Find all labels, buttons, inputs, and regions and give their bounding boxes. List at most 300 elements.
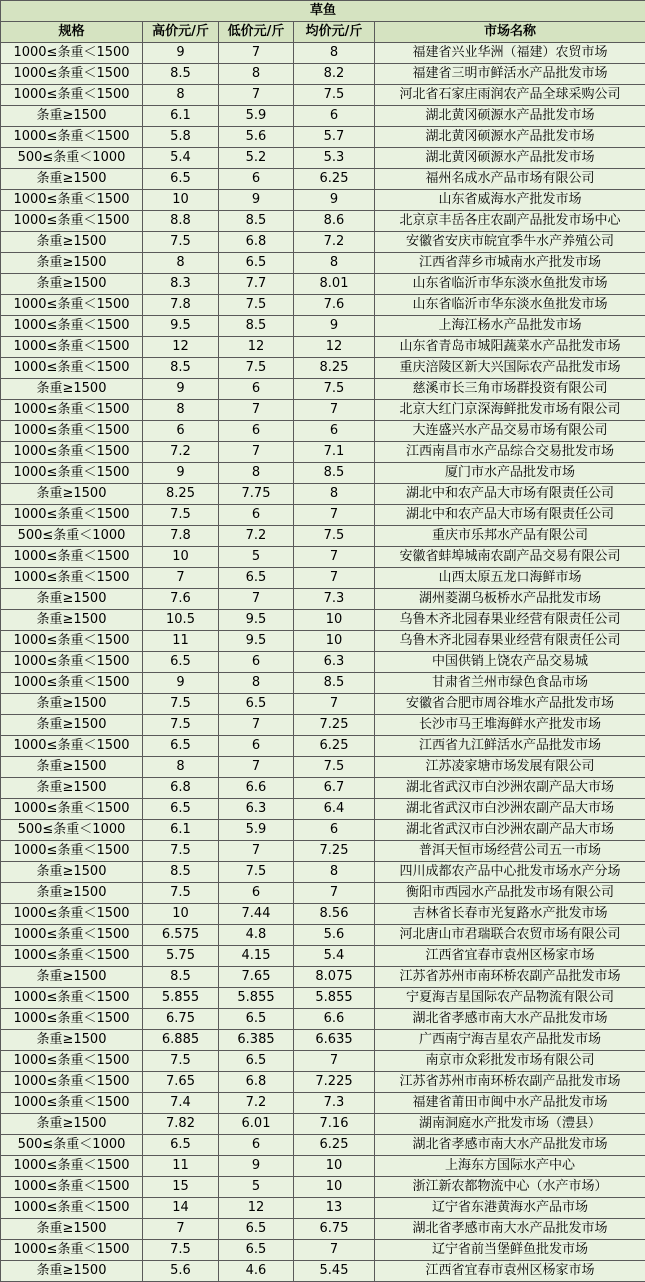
table-row [1, 1177, 645, 1198]
header-low-price: 低价元/斤 [219, 22, 294, 43]
table-row [1, 1198, 645, 1219]
cell-low-price: 9.5 [219, 631, 294, 652]
cell-high-price: 6.5 [143, 799, 219, 820]
cell-spec: 条重≥1500 [1, 715, 143, 736]
cell-market: 山东省青岛市城阳蔬菜水产品批发市场 [375, 337, 645, 358]
cell-low-price: 7 [219, 85, 294, 106]
table-row [1, 526, 645, 547]
cell-low-price: 6 [219, 652, 294, 673]
table-row [1, 295, 645, 316]
cell-high-price: 8.5 [143, 64, 219, 85]
cell-avg-price: 7.225 [294, 1072, 375, 1093]
cell-market: 湖北省孝感市南大水产品批发市场 [375, 1135, 645, 1156]
table-row [1, 127, 645, 148]
cell-market: 湖北省孝感市南大水产品批发市场 [375, 1009, 645, 1030]
cell-low-price: 9 [219, 190, 294, 211]
table-row [1, 1051, 645, 1072]
cell-low-price: 5 [219, 1177, 294, 1198]
cell-high-price: 15 [143, 1177, 219, 1198]
cell-market: 湖北省武汉市白沙洲农副产品大市场 [375, 778, 645, 799]
cell-high-price: 7.5 [143, 715, 219, 736]
cell-market: 安徽省合肥市周谷堆水产品批发市场 [375, 694, 645, 715]
cell-avg-price: 7 [294, 568, 375, 589]
cell-low-price: 6.5 [219, 568, 294, 589]
cell-spec: 1000≤条重＜1500 [1, 1240, 143, 1261]
cell-spec: 1000≤条重＜1500 [1, 673, 143, 694]
table-row [1, 925, 645, 946]
table-title: 草鱼 [1, 1, 645, 22]
cell-avg-price: 8 [294, 484, 375, 505]
table-row [1, 568, 645, 589]
table-row [1, 1093, 645, 1114]
cell-market: 江西省九江鲜活水产品批发市场 [375, 736, 645, 757]
cell-high-price: 8 [143, 253, 219, 274]
cell-high-price: 6.5 [143, 169, 219, 190]
cell-market: 北京京丰岳各庄农副产品批发市场中心 [375, 211, 645, 232]
cell-market: 吉林省长春市光复路水产批发市场 [375, 904, 645, 925]
cell-high-price: 7.5 [143, 694, 219, 715]
cell-market: 重庆涪陵区新大兴国际农产品批发市场 [375, 358, 645, 379]
cell-high-price: 6.8 [143, 778, 219, 799]
cell-market: 乌鲁木齐北园春果业经营有限责任公司 [375, 631, 645, 652]
cell-avg-price: 7.2 [294, 232, 375, 253]
cell-spec: 1000≤条重＜1500 [1, 1009, 143, 1030]
header-high-price: 高价元/斤 [143, 22, 219, 43]
cell-avg-price: 7 [294, 1240, 375, 1261]
cell-market: 湖北黄冈硕源水产品批发市场 [375, 106, 645, 127]
cell-avg-price: 8.075 [294, 967, 375, 988]
cell-high-price: 6.5 [143, 1135, 219, 1156]
cell-market: 福州名成水产品市场有限公司 [375, 169, 645, 190]
table-row [1, 1030, 645, 1051]
table-row [1, 778, 645, 799]
cell-high-price: 7.6 [143, 589, 219, 610]
cell-low-price: 8 [219, 673, 294, 694]
cell-market: 乌鲁木齐北园春果业经营有限责任公司 [375, 610, 645, 631]
cell-market: 福建省兴业华洲（福建）农贸市场 [375, 43, 645, 64]
cell-high-price: 9.5 [143, 316, 219, 337]
cell-avg-price: 8.5 [294, 673, 375, 694]
cell-market: 山东省威海水产批发市场 [375, 190, 645, 211]
cell-high-price: 7.65 [143, 1072, 219, 1093]
table-row [1, 1261, 645, 1282]
cell-market: 南京市众彩批发市场有限公司 [375, 1051, 645, 1072]
cell-avg-price: 6.25 [294, 169, 375, 190]
cell-avg-price: 7.6 [294, 295, 375, 316]
cell-avg-price: 6.25 [294, 1135, 375, 1156]
cell-avg-price: 7.25 [294, 715, 375, 736]
cell-high-price: 5.855 [143, 988, 219, 1009]
cell-low-price: 6.01 [219, 1114, 294, 1135]
cell-spec: 500≤条重＜1000 [1, 148, 143, 169]
cell-high-price: 7.4 [143, 1093, 219, 1114]
table-row [1, 1135, 645, 1156]
cell-avg-price: 7 [294, 883, 375, 904]
cell-spec: 1000≤条重＜1500 [1, 1156, 143, 1177]
cell-market: 江西省宜春市袁州区杨家市场 [375, 946, 645, 967]
cell-high-price: 6.5 [143, 736, 219, 757]
cell-spec: 1000≤条重＜1500 [1, 631, 143, 652]
cell-avg-price: 8 [294, 253, 375, 274]
cell-low-price: 7 [219, 589, 294, 610]
cell-high-price: 7.5 [143, 232, 219, 253]
table-row [1, 274, 645, 295]
cell-high-price: 10.5 [143, 610, 219, 631]
cell-low-price: 6.5 [219, 1009, 294, 1030]
cell-avg-price: 7.5 [294, 526, 375, 547]
cell-avg-price: 7.25 [294, 841, 375, 862]
cell-low-price: 8 [219, 64, 294, 85]
cell-spec: 1000≤条重＜1500 [1, 652, 143, 673]
cell-avg-price: 7.5 [294, 379, 375, 400]
cell-spec: 条重≥1500 [1, 1114, 143, 1135]
table-row [1, 64, 645, 85]
table-row [1, 421, 645, 442]
cell-market: 福建省莆田市闽中水产品批发市场 [375, 1093, 645, 1114]
cell-avg-price: 12 [294, 337, 375, 358]
cell-high-price: 6.885 [143, 1030, 219, 1051]
cell-spec: 1000≤条重＜1500 [1, 1093, 143, 1114]
cell-spec: 1000≤条重＜1500 [1, 400, 143, 421]
cell-spec: 1000≤条重＜1500 [1, 946, 143, 967]
table-row [1, 232, 645, 253]
cell-avg-price: 7 [294, 400, 375, 421]
cell-spec: 1000≤条重＜1500 [1, 1177, 143, 1198]
table-row [1, 946, 645, 967]
cell-low-price: 7 [219, 43, 294, 64]
cell-market: 宁夏海吉星国际农产品物流有限公司 [375, 988, 645, 1009]
cell-market: 湖北中和农产品大市场有限责任公司 [375, 505, 645, 526]
cell-market: 衡阳市西园水产品批发市场有限公司 [375, 883, 645, 904]
cell-avg-price: 7 [294, 505, 375, 526]
cell-low-price: 7.2 [219, 526, 294, 547]
cell-spec: 1000≤条重＜1500 [1, 85, 143, 106]
cell-low-price: 7 [219, 715, 294, 736]
cell-spec: 1000≤条重＜1500 [1, 988, 143, 1009]
cell-avg-price: 7.3 [294, 1093, 375, 1114]
table-row [1, 736, 645, 757]
cell-low-price: 5 [219, 547, 294, 568]
cell-high-price: 8 [143, 757, 219, 778]
table-row [1, 631, 645, 652]
cell-market: 山东省临沂市华东淡水鱼批发市场 [375, 274, 645, 295]
cell-spec: 1000≤条重＜1500 [1, 568, 143, 589]
cell-spec: 1000≤条重＜1500 [1, 904, 143, 925]
cell-high-price: 6.1 [143, 106, 219, 127]
cell-market: 重庆市乐邦水产品有限公司 [375, 526, 645, 547]
cell-spec: 500≤条重＜1000 [1, 820, 143, 841]
cell-low-price: 7.65 [219, 967, 294, 988]
cell-spec: 1000≤条重＜1500 [1, 547, 143, 568]
cell-low-price: 6.3 [219, 799, 294, 820]
table-row [1, 1219, 645, 1240]
cell-spec: 条重≥1500 [1, 169, 143, 190]
cell-market: 安徽省蚌埠城南农副产品交易有限公司 [375, 547, 645, 568]
table-row [1, 1156, 645, 1177]
cell-low-price: 6 [219, 169, 294, 190]
cell-spec: 1000≤条重＜1500 [1, 736, 143, 757]
cell-high-price: 8 [143, 85, 219, 106]
cell-low-price: 6.5 [219, 1219, 294, 1240]
cell-spec: 条重≥1500 [1, 967, 143, 988]
cell-market: 山东省临沂市华东淡水鱼批发市场 [375, 295, 645, 316]
cell-spec: 条重≥1500 [1, 484, 143, 505]
cell-spec: 1000≤条重＜1500 [1, 190, 143, 211]
table-row [1, 904, 645, 925]
cell-spec: 条重≥1500 [1, 589, 143, 610]
cell-low-price: 4.8 [219, 925, 294, 946]
table-row [1, 1114, 645, 1135]
cell-avg-price: 8 [294, 43, 375, 64]
cell-avg-price: 10 [294, 610, 375, 631]
cell-avg-price: 10 [294, 631, 375, 652]
cell-spec: 条重≥1500 [1, 862, 143, 883]
cell-avg-price: 7.16 [294, 1114, 375, 1135]
cell-spec: 1000≤条重＜1500 [1, 337, 143, 358]
cell-market: 江苏省苏州市南环桥农副产品批发市场 [375, 967, 645, 988]
cell-avg-price: 8.6 [294, 211, 375, 232]
cell-avg-price: 7.3 [294, 589, 375, 610]
cell-avg-price: 7.1 [294, 442, 375, 463]
table-row [1, 337, 645, 358]
table-row [1, 547, 645, 568]
cell-avg-price: 5.45 [294, 1261, 375, 1282]
cell-market: 上海江杨水产品批发市场 [375, 316, 645, 337]
cell-low-price: 9 [219, 1156, 294, 1177]
cell-market: 江西南昌市水产品综合交易批发市场 [375, 442, 645, 463]
cell-market: 辽宁省前当堡鲜鱼批发市场 [375, 1240, 645, 1261]
cell-spec: 1000≤条重＜1500 [1, 211, 143, 232]
cell-high-price: 6.575 [143, 925, 219, 946]
table-row [1, 820, 645, 841]
cell-high-price: 10 [143, 547, 219, 568]
cell-market: 上海东方国际水产中心 [375, 1156, 645, 1177]
cell-market: 中国供销上饶农产品交易城 [375, 652, 645, 673]
cell-spec: 1000≤条重＜1500 [1, 358, 143, 379]
cell-market: 江苏凌家塘市场发展有限公司 [375, 757, 645, 778]
cell-low-price: 7 [219, 841, 294, 862]
table-row [1, 652, 645, 673]
cell-market: 湖北中和农产品大市场有限责任公司 [375, 484, 645, 505]
cell-avg-price: 5.6 [294, 925, 375, 946]
cell-market: 安徽省安庆市皖宜季牛水产养殖公司 [375, 232, 645, 253]
table-row [1, 715, 645, 736]
cell-market: 慈溪市长三角市场群投资有限公司 [375, 379, 645, 400]
cell-market: 广西南宁海吉星农产品批发市场 [375, 1030, 645, 1051]
cell-avg-price: 8.5 [294, 463, 375, 484]
cell-spec: 1000≤条重＜1500 [1, 442, 143, 463]
cell-avg-price: 6.25 [294, 736, 375, 757]
cell-low-price: 8 [219, 463, 294, 484]
cell-low-price: 6.6 [219, 778, 294, 799]
cell-low-price: 6.5 [219, 694, 294, 715]
cell-low-price: 7.5 [219, 862, 294, 883]
cell-high-price: 11 [143, 1156, 219, 1177]
cell-market: 浙江新农都物流中心（水产市场） [375, 1177, 645, 1198]
cell-avg-price: 5.4 [294, 946, 375, 967]
table-row [1, 988, 645, 1009]
cell-high-price: 8.5 [143, 862, 219, 883]
cell-high-price: 7.82 [143, 1114, 219, 1135]
cell-low-price: 6.5 [219, 1240, 294, 1261]
cell-low-price: 8.5 [219, 316, 294, 337]
table-row [1, 1240, 645, 1261]
cell-spec: 条重≥1500 [1, 1219, 143, 1240]
cell-spec: 条重≥1500 [1, 1261, 143, 1282]
cell-market: 普洱天恒市场经营公司五一市场 [375, 841, 645, 862]
cell-high-price: 9 [143, 463, 219, 484]
cell-low-price: 7.44 [219, 904, 294, 925]
cell-spec: 1000≤条重＜1500 [1, 1072, 143, 1093]
cell-high-price: 7.8 [143, 526, 219, 547]
cell-market: 山西太原五龙口海鲜市场 [375, 568, 645, 589]
cell-low-price: 5.9 [219, 106, 294, 127]
cell-low-price: 6 [219, 379, 294, 400]
cell-spec: 1000≤条重＜1500 [1, 421, 143, 442]
cell-spec: 1000≤条重＜1500 [1, 64, 143, 85]
cell-low-price: 5.6 [219, 127, 294, 148]
cell-high-price: 7 [143, 1219, 219, 1240]
cell-spec: 条重≥1500 [1, 610, 143, 631]
cell-spec: 条重≥1500 [1, 232, 143, 253]
cell-high-price: 5.4 [143, 148, 219, 169]
cell-market: 大连盛兴水产品交易市场有限公司 [375, 421, 645, 442]
cell-high-price: 6 [143, 421, 219, 442]
cell-high-price: 7.5 [143, 1051, 219, 1072]
cell-avg-price: 6.75 [294, 1219, 375, 1240]
table-row [1, 589, 645, 610]
cell-market: 湖北省孝感市南大水产品批发市场 [375, 1219, 645, 1240]
cell-high-price: 9 [143, 673, 219, 694]
header-row [1, 22, 645, 43]
cell-spec: 1000≤条重＜1500 [1, 799, 143, 820]
cell-high-price: 5.75 [143, 946, 219, 967]
table-row [1, 190, 645, 211]
table-row [1, 463, 645, 484]
cell-spec: 条重≥1500 [1, 106, 143, 127]
cell-low-price: 12 [219, 337, 294, 358]
cell-avg-price: 10 [294, 1156, 375, 1177]
cell-avg-price: 5.855 [294, 988, 375, 1009]
cell-high-price: 6.75 [143, 1009, 219, 1030]
table-row [1, 484, 645, 505]
cell-low-price: 7.75 [219, 484, 294, 505]
table-row [1, 442, 645, 463]
cell-avg-price: 8.25 [294, 358, 375, 379]
table-row [1, 211, 645, 232]
cell-low-price: 7.5 [219, 295, 294, 316]
cell-market: 福建省三明市鲜活水产品批发市场 [375, 64, 645, 85]
cell-market: 北京大红门京深海鲜批发市场有限公司 [375, 400, 645, 421]
cell-low-price: 8.5 [219, 211, 294, 232]
cell-low-price: 7 [219, 400, 294, 421]
cell-avg-price: 5.3 [294, 148, 375, 169]
cell-high-price: 7.5 [143, 883, 219, 904]
cell-spec: 1000≤条重＜1500 [1, 841, 143, 862]
cell-high-price: 10 [143, 904, 219, 925]
cell-high-price: 8.8 [143, 211, 219, 232]
cell-avg-price: 6.4 [294, 799, 375, 820]
cell-low-price: 6 [219, 736, 294, 757]
cell-spec: 500≤条重＜1000 [1, 526, 143, 547]
cell-high-price: 7.2 [143, 442, 219, 463]
cell-spec: 1000≤条重＜1500 [1, 43, 143, 64]
cell-avg-price: 13 [294, 1198, 375, 1219]
cell-high-price: 10 [143, 190, 219, 211]
cell-low-price: 6 [219, 1135, 294, 1156]
table-row [1, 610, 645, 631]
cell-avg-price: 7.5 [294, 85, 375, 106]
cell-spec: 1000≤条重＜1500 [1, 316, 143, 337]
cell-high-price: 9 [143, 379, 219, 400]
cell-high-price: 7.5 [143, 1240, 219, 1261]
table-row [1, 673, 645, 694]
cell-avg-price: 10 [294, 1177, 375, 1198]
table-row [1, 841, 645, 862]
cell-spec: 条重≥1500 [1, 694, 143, 715]
cell-avg-price: 9 [294, 190, 375, 211]
cell-low-price: 6.385 [219, 1030, 294, 1051]
cell-spec: 条重≥1500 [1, 778, 143, 799]
cell-spec: 1000≤条重＜1500 [1, 463, 143, 484]
cell-spec: 500≤条重＜1000 [1, 1135, 143, 1156]
cell-high-price: 5.8 [143, 127, 219, 148]
cell-high-price: 7.8 [143, 295, 219, 316]
cell-avg-price: 6.7 [294, 778, 375, 799]
cell-high-price: 9 [143, 43, 219, 64]
cell-high-price: 6.1 [143, 820, 219, 841]
cell-market: 湖北黄冈硕源水产品批发市场 [375, 148, 645, 169]
cell-low-price: 6 [219, 421, 294, 442]
cell-low-price: 6 [219, 883, 294, 904]
table-row [1, 757, 645, 778]
table-row [1, 106, 645, 127]
table-row [1, 1072, 645, 1093]
cell-avg-price: 6.6 [294, 1009, 375, 1030]
cell-spec: 条重≥1500 [1, 1030, 143, 1051]
cell-low-price: 5.9 [219, 820, 294, 841]
cell-avg-price: 7 [294, 547, 375, 568]
cell-market: 湖北省武汉市白沙洲农副产品大市场 [375, 799, 645, 820]
cell-market: 湖州菱湖乌板桥水产品批发市场 [375, 589, 645, 610]
cell-avg-price: 8 [294, 862, 375, 883]
cell-low-price: 7 [219, 442, 294, 463]
cell-avg-price: 6 [294, 820, 375, 841]
cell-high-price: 6.5 [143, 652, 219, 673]
cell-low-price: 6 [219, 505, 294, 526]
cell-market: 湖南洞庭水产批发市场（澧县） [375, 1114, 645, 1135]
cell-avg-price: 8.01 [294, 274, 375, 295]
cell-avg-price: 5.7 [294, 127, 375, 148]
table-row [1, 43, 645, 64]
cell-avg-price: 6.3 [294, 652, 375, 673]
cell-avg-price: 6 [294, 106, 375, 127]
cell-high-price: 8.5 [143, 358, 219, 379]
cell-market: 辽宁省东港黄海水产品市场 [375, 1198, 645, 1219]
cell-high-price: 12 [143, 337, 219, 358]
cell-avg-price: 7.5 [294, 757, 375, 778]
cell-avg-price: 6 [294, 421, 375, 442]
table-row [1, 148, 645, 169]
cell-avg-price: 7 [294, 1051, 375, 1072]
cell-market: 湖北黄冈硕源水产品批发市场 [375, 127, 645, 148]
cell-low-price: 7 [219, 757, 294, 778]
cell-high-price: 7.5 [143, 505, 219, 526]
cell-market: 湖北省武汉市白沙洲农副产品大市场 [375, 820, 645, 841]
cell-avg-price: 8.56 [294, 904, 375, 925]
cell-low-price: 6.5 [219, 253, 294, 274]
cell-low-price: 6.8 [219, 232, 294, 253]
